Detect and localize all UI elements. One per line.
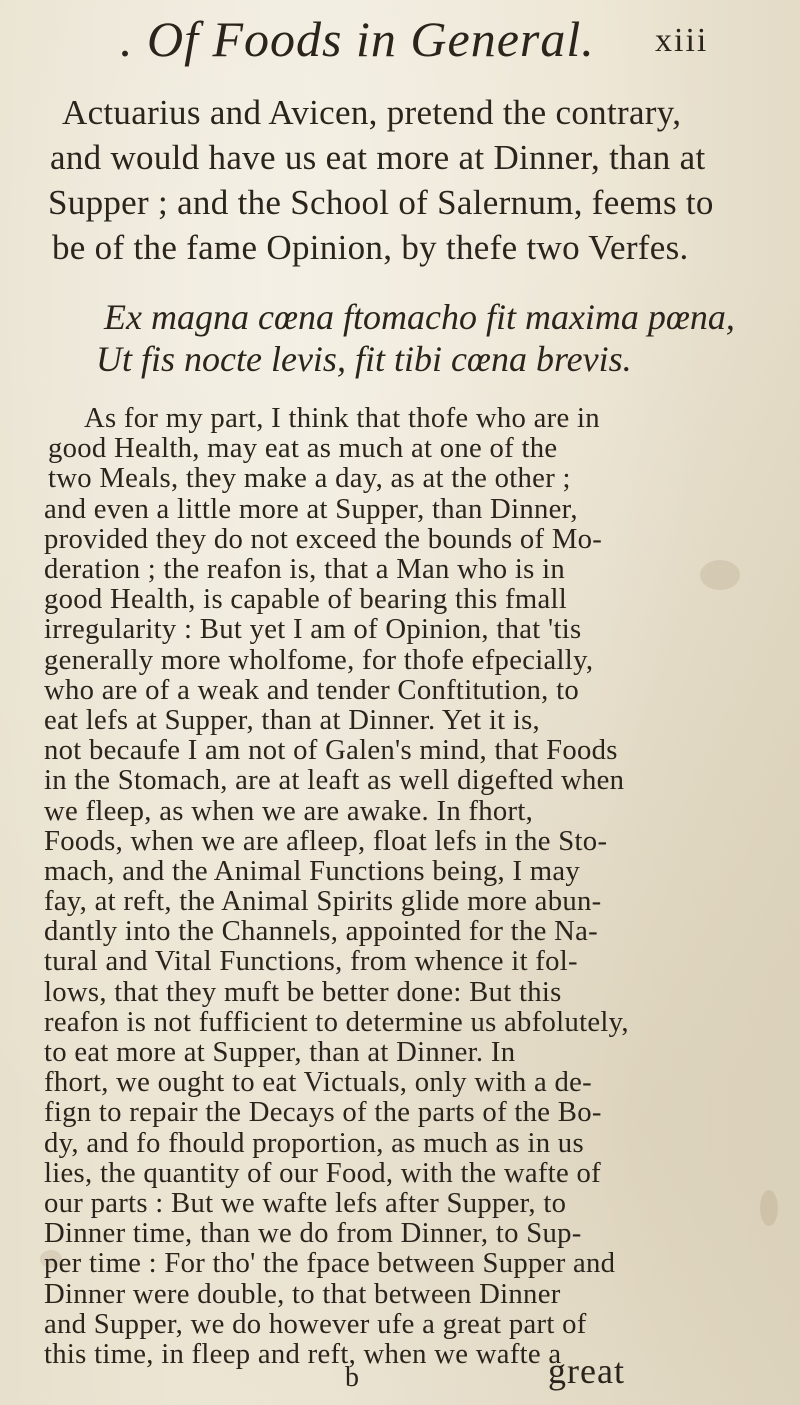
text-line: As for my part, I think that thofe who are in (84, 402, 600, 434)
text-line: Supper ; and the School of Salernum, feems to (48, 183, 714, 222)
text-line: reafon is not fufficient to determine us abfolutely, (44, 1005, 629, 1038)
verse-line: Ex magna cœna ftomacho fit maxima pœna, (104, 297, 735, 337)
text-line: Dinner time, than we do from Dinner, to Sup- (44, 1217, 582, 1250)
text-line: and Supper, we do however ufe a great part of (44, 1307, 587, 1340)
text-line: tural and Vital Functions, from whence it fol- (44, 945, 578, 978)
text-line: good Health, may eat as much at one of the (48, 432, 558, 465)
verse-line: Ut fis nocte levis, fit tibi cœna brevis. (96, 339, 632, 379)
text-line: be of the fame Opinion, by thefe two Verfes. (52, 228, 689, 267)
text-line: lows, that they muft be better done: But this (44, 975, 562, 1008)
text-line: good Health, is capable of bearing this fmall (44, 583, 568, 616)
page-header (0, 10, 800, 80)
text-line: to eat more at Supper, than at Dinner. In (44, 1036, 516, 1069)
paper-stain (760, 1190, 778, 1226)
text-line: Actuarius and Avicen, pretend the contrary, (62, 93, 682, 132)
text-line: and would have us eat more at Dinner, than at (50, 138, 706, 177)
text-line: irregularity : But yet I am of Opinion, that 'tis (44, 613, 582, 646)
text-line: fhort, we ought to eat Victuals, only with a de- (44, 1066, 593, 1099)
text-line: we fleep, as when we are awake. In fhort, (44, 794, 534, 827)
catchword: great (548, 1351, 625, 1391)
text-line: mach, and the Animal Functions being, I may (44, 854, 581, 887)
text-line: Dinner were double, to that between Dinner (44, 1277, 561, 1310)
text-line: and even a little more at Supper, than Dinner, (44, 492, 578, 525)
text-line: dantly into the Channels, appointed for the Na- (44, 915, 598, 948)
text-line: eat lefs at Supper, than at Dinner. Yet it is, (44, 703, 541, 736)
paper-stain (700, 560, 740, 590)
text-line: in the Stomach, are at leaft as well digefted when (44, 764, 625, 797)
text-line: two Meals, they make a day, as at the other ; (48, 462, 571, 495)
text-line: this time, in fleep and reft, when we wafte a (44, 1338, 562, 1370)
text-line: generally more wholfome, for thofe efpecially, (44, 643, 594, 676)
page-number: xiii (655, 22, 709, 59)
text-line: not becaufe I am not of Galen's mind, that Foods (44, 734, 618, 767)
text-line: provided they do not exceed the bounds of Mo- (44, 522, 603, 555)
text-line: our parts : But we wafte lefs after Supper, to (44, 1187, 567, 1220)
signature-mark: b (345, 1362, 359, 1393)
text-line: fign to repair the Decays of the parts of the Bo- (44, 1096, 602, 1129)
text-line: per time : For tho' the fpace between Supper and (44, 1247, 616, 1280)
text-line: Foods, when we are afleep, float lefs in the Sto- (44, 824, 608, 857)
text-line: fay, at reft, the Animal Spirits glide more abun- (44, 885, 602, 918)
running-title: . Of Foods in General. (120, 11, 595, 67)
text-line: deration ; the reafon is, that a Man who is in (44, 552, 566, 585)
text-line: dy, and fo fhould proportion, as much as in us (44, 1126, 584, 1159)
text-line: who are of a weak and tender Conftitution, to (44, 673, 580, 706)
text-line: lies, the quantity of our Food, with the wafte of (44, 1156, 601, 1189)
